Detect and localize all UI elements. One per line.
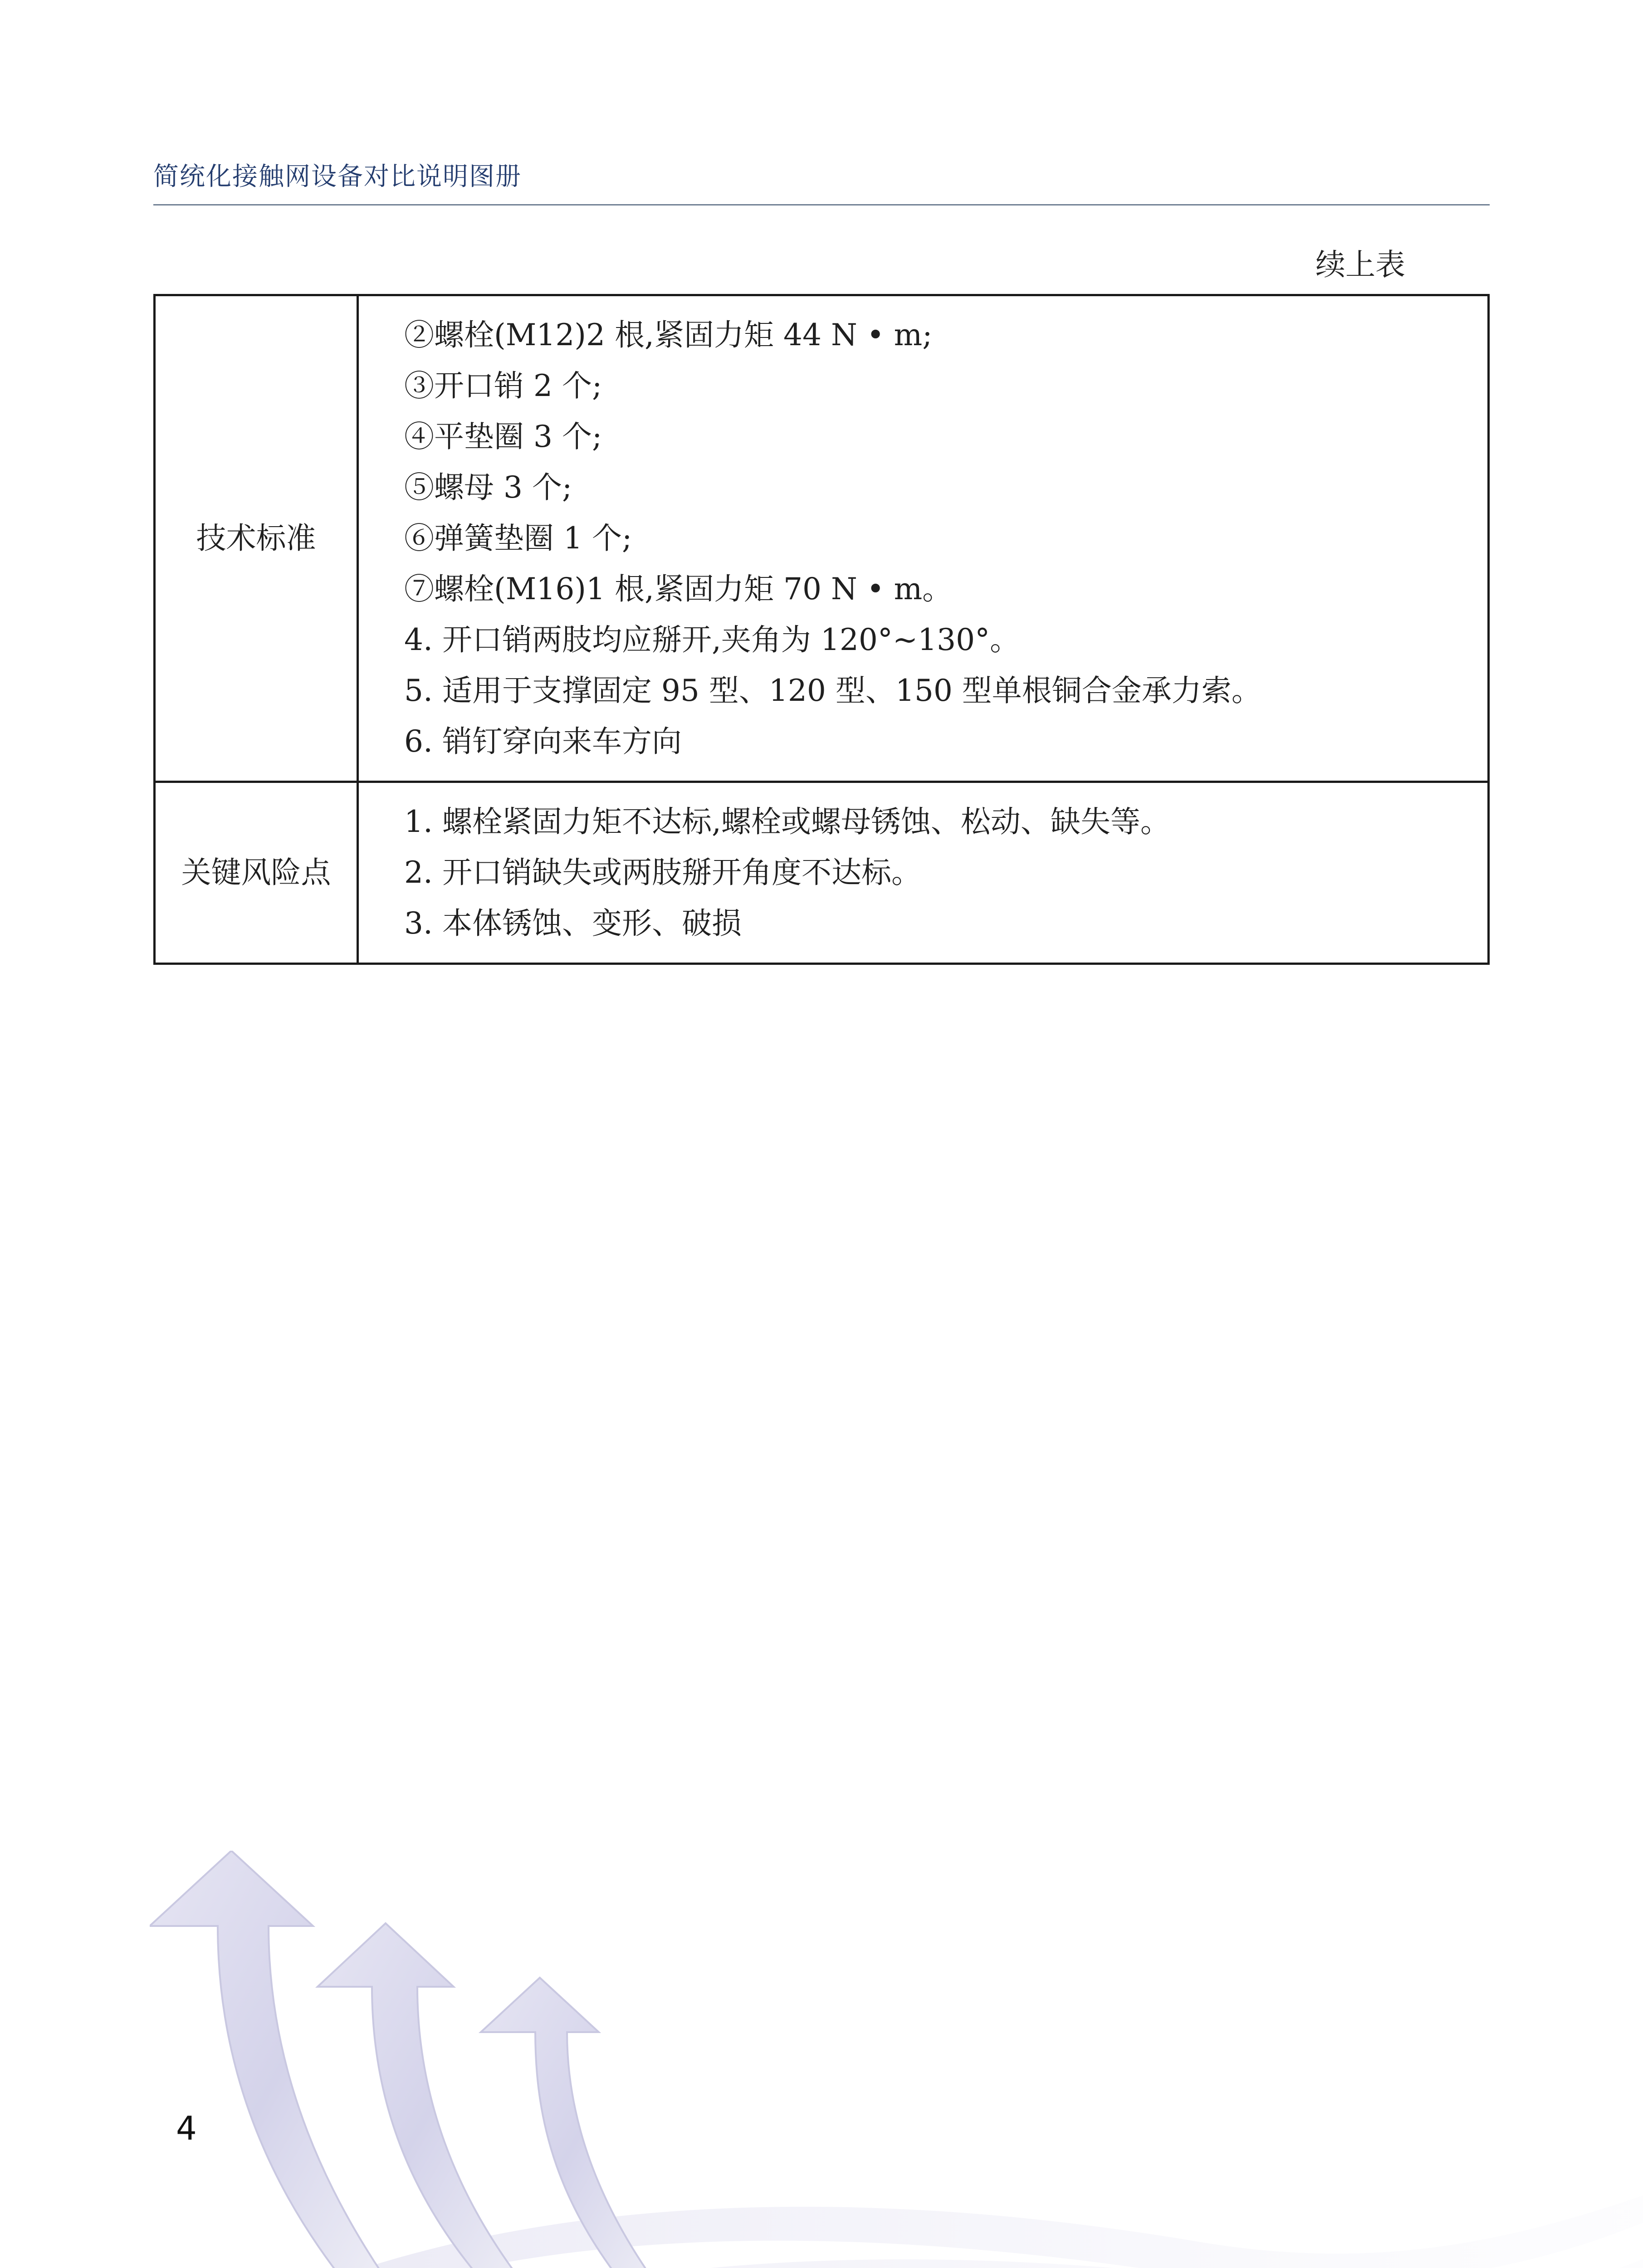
continuation-label: 续上表 <box>1315 247 1405 282</box>
content-line: ②螺栓(M12)2 根,紧固力矩 44 N • m; <box>404 318 933 352</box>
content-line: ④平垫圈 3 个; <box>404 419 602 454</box>
content-line: 1. 螺栓紧固力矩不达标,螺栓或螺母锈蚀、松动、缺失等。 <box>404 804 1170 839</box>
content-line: ⑦螺栓(M16)1 根,紧固力矩 70 N • m。 <box>404 572 953 606</box>
header-rule <box>153 204 1490 205</box>
content-line: 3. 本体锈蚀、变形、破损 <box>404 906 742 941</box>
content-line: 2. 开口销缺失或两肢掰开角度不达标。 <box>404 855 921 890</box>
content-line: ⑥弹簧垫圈 1 个; <box>404 521 632 556</box>
content-line: 4. 开口销两肢均应掰开,夹角为 120°~130°。 <box>404 622 1020 657</box>
row-content-key-risk-points <box>358 782 1489 964</box>
content-line: ⑤螺母 3 个; <box>404 470 572 505</box>
spec-table <box>153 294 1490 965</box>
content-line: 6. 销钉穿向来车方向 <box>404 724 682 759</box>
arrow-shape <box>318 1923 540 2268</box>
table-row-technical-standard <box>155 295 1489 782</box>
decorative-arrows-graphic <box>150 1851 1643 2268</box>
arrow-shape <box>150 1851 404 2268</box>
content-line: 5. 适用于支撑固定 95 型、120 型、150 型单根铜合金承力索。 <box>404 673 1262 708</box>
content-line: ③开口销 2 个; <box>404 368 602 403</box>
page-number: 4 <box>176 2109 197 2147</box>
row-label-technical-standard: 技术标准 <box>155 295 358 782</box>
row-label-key-risk-points: 关键风险点 <box>155 782 358 964</box>
table-row-key-risk-points <box>155 782 1489 964</box>
running-header-title: 简统化接触网设备对比说明图册 <box>153 162 522 191</box>
row-content-technical-standard <box>358 295 1489 782</box>
